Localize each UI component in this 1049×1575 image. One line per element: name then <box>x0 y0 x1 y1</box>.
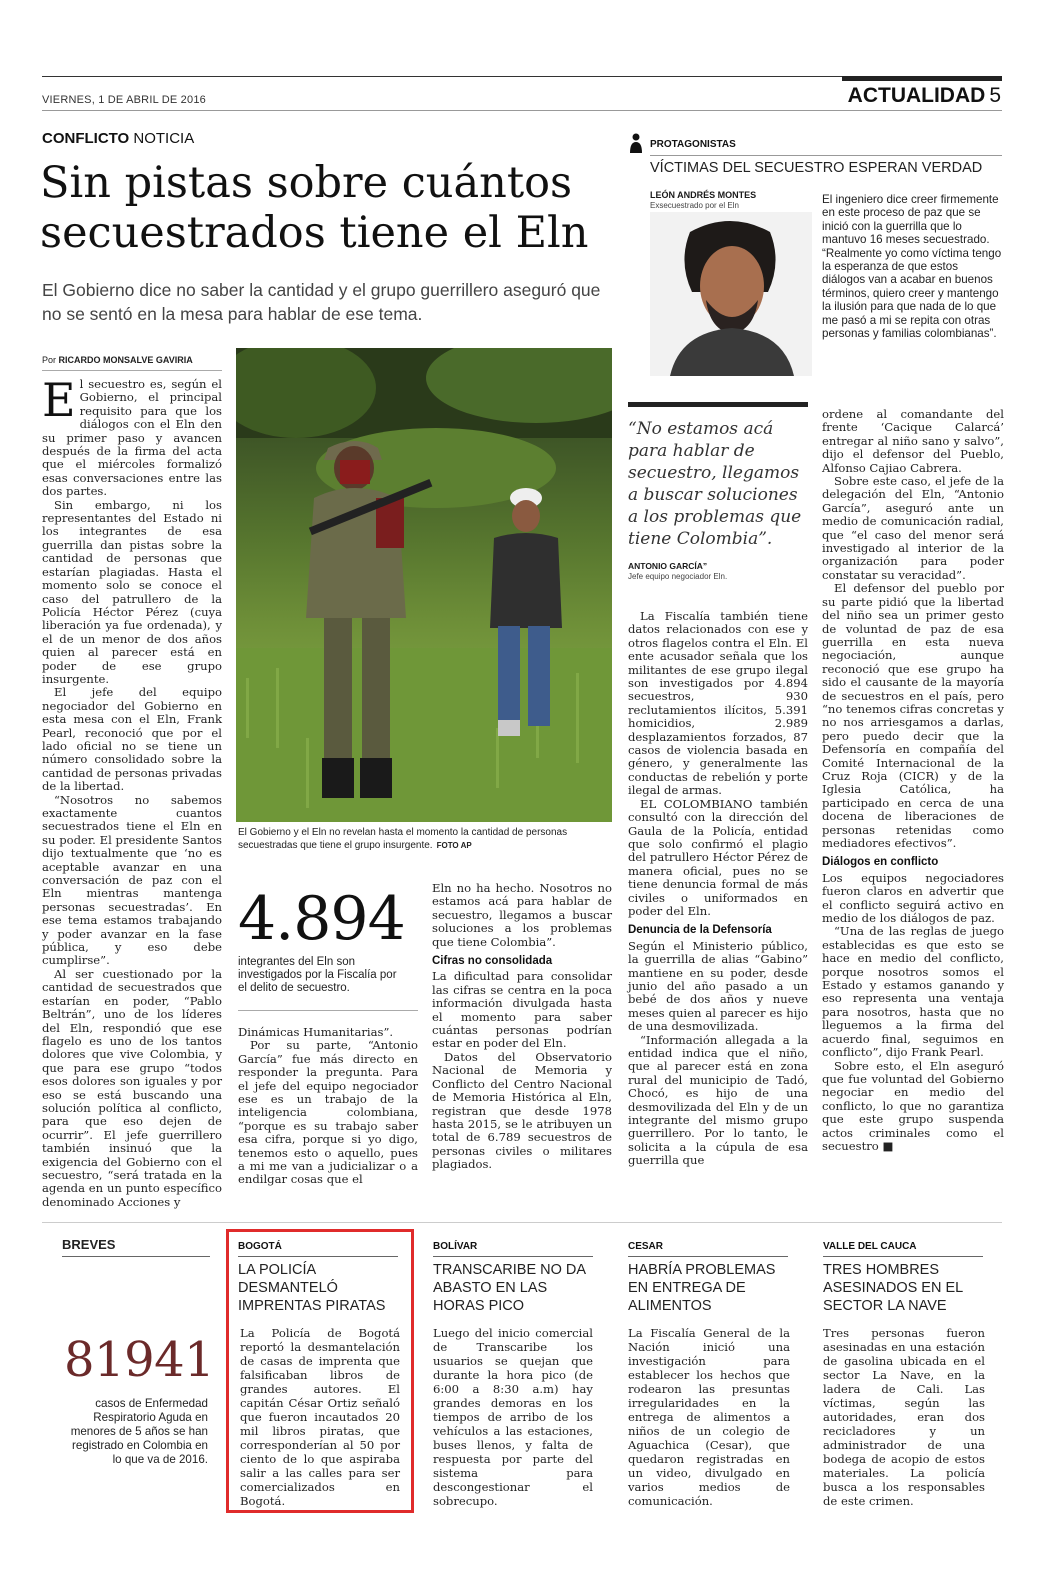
article-column-4: La Fiscalía también tiene datos relacionados con ese y otros flagelos contra el Eln. El ente acusador señala que los militantes de ese grupo ilegal son investigados por 4.894 secuestros, 930 reclutamientos ilícitos, 5.391 homicidios, 2.989 desplazamientos forzados, 87 casos de violencia basada en género, y generalmente las conductas de rebelión y porte ilegal de armas. EL COLOMBIANO también consultó con la dirección del Gaula de la Policía, entidad que solo confirmó el plagio del patrullero Héctor Pérez de manera oficial, pues no se tiene denuncia formal de más civiles o uniformados en poder del Eln. Denuncia de la Defensoría Según el Ministerio público, la guerrilla de alias “Gabino” mantiene en su poder, desde junio del año pasado a un bebé de dos años y nueve meses quien al parecer es hijo de una desmovilizada. “Información allegada a la entidad indica que el niño, que al parecer está en zona rural del municipio de Tadó, Chocó, es hijo de una desmovilizada del Eln y de un integrante del mismo grupo guerrillero. Por lo tanto, le solicita a la cúpula de esa guerrilla que <box>628 609 808 1168</box>
article-deck: El Gobierno dice no saber la cantidad y el grupo guerrillero aseguró que no se sentó en la mesa para hablar de ese tema. <box>42 280 601 324</box>
page-number: 5 <box>989 84 1001 107</box>
brief-rule <box>433 1256 593 1257</box>
article-column-5: ordene al comandante del frente ‘Cacique Calarcá’ entregar al niño sano y salvo”, dijo el defensor del Pueblo, Alfonso Cajiao Cabrera. Sobre este caso, el jefe de la delegación del Eln, “Antonio García”, aseguró ante un medio de comunicación radial, que “el caso del menor será investigado al interior de la organización para poder constatar su veracidad”. El defensor del pueblo por su parte pidió que la libertad del niño sea un primer gesto de voluntad de paz de esa guerrilla en esta nueva negociación, aunque reconoció que ese grupo ha sido el causante de la mayoría de secuestros en el país, pero “no tenemos cifras concretas y no nos arriesgamos a darlas, pero puedo decir que la Defensoría en compañía del Comité Internacional de la Cruz Roja (CICR) y de la Iglesia Católica, ha participado en cerca de una docena de liberaciones de personas retenidas como mediadores efectivos”. Diálogos en conflicto Los equipos negociadores fueron claros en advertir que el conflicto seguirá activo en medio de los diálogos de paz. “Una de las reglas de juego establecidas es que esto se hace en medio del conflicto, porque nosotros somos el Estado y estamos ganando y eso representa una ventaja para nosotros, hasta que no lleguemos a la firma del acuerdo final, seguimos en conflicto”, dijo Frank Pearl. Sobre esto, el Eln aseguró que fue voluntad del Gobierno negociar en medio del conflicto, lo que no garantiza que este grupo suspenda actos criminales como el secuestro ■ <box>822 407 1004 1153</box>
article-photo <box>236 348 612 822</box>
section-bar <box>842 76 1002 81</box>
drop-cap: E <box>42 373 76 427</box>
breves-label: BREVES <box>62 1237 116 1252</box>
protagonistas-title: VÍCTIMAS DEL SECUESTRO ESPERAN VERDAD <box>650 160 983 176</box>
protagonist-portrait <box>650 212 812 376</box>
brief-title: LA POLICÍA DESMANTELÓ IMPRENTAS PIRATAS <box>238 1262 386 1314</box>
byline-rule <box>42 370 222 371</box>
brief-rule <box>238 1256 398 1257</box>
brief-body: La Fiscalía General de la Nación inició una investigación para establecer los hechos que rodearon las presuntas irregularidades en la entrega de alimentos a niños de un colegio de Aguachica (Cesar), que quedaron registradas en un video, divulgado en varios medios de comunicación. <box>628 1326 790 1508</box>
issue-date: VIERNES, 1 DE ABRIL DE 2016 <box>42 94 206 106</box>
brief-title: TRANSCARIBE NO DA ABASTO EN LAS HORAS PICO <box>433 1262 586 1314</box>
breves-stat-text: casos de Enfermedad Respiratorio Aguda en menores de 5 años se han registrado en Colombia en lo que va de 2016. <box>70 1397 208 1466</box>
subhead-cifras: Cifras no consolidada <box>432 955 553 968</box>
quote-author-role: Jefe equipo negociador Eln. <box>628 572 728 581</box>
pull-quote: “No estamos acá para hablar de secuestro, llegamos a buscar soluciones a los problemas que tiene Colombia”. <box>628 419 802 549</box>
section-title: ACTUALIDAD 5 <box>847 84 1001 107</box>
subhead-denuncia: Denuncia de la Defensoría <box>628 924 772 937</box>
breves-stat-number: 81941 <box>64 1332 215 1388</box>
article-headline: Sin pistas sobre cuántos secuestrados tiene el Eln <box>40 158 589 258</box>
protagonist-role: Exsecuestrado por el Eln <box>650 201 739 210</box>
article-column-1: El secuestro es, según el Gobierno, el principal requisito para que los diálogos con el Eln den su primer paso y avancen después de la firma del acta que el miércoles formalizó esas conversaciones entre las dos partes. Sin embargo, ni los representantes del Estado ni los integrantes de esa guerrilla dan pistas sobre la cantidad de personas que estarían plagiadas. Hasta el momento solo se conoce el caso del patrullero de la Policía Héctor Pérez (cuya liberación ya fue ordenada), y el de un menor de dos años quien al parecer está en poder de ese grupo insurgente. El jefe del equipo negociador del Gobierno en esta mesa con el Eln, Frank Pearl, reconoció que por el lado oficial no se tiene un número consolidado sobre la cantidad de personas privadas de la libertad. “Nosotros no sabemos exactamente cuantos secuestrados tiene el Eln en su poder. El presidente Santos dijo textualmente que ‘no es aceptable avanzar en una conversación de paz con el Eln mientras mantenga personas secuestradas’. En ese tema estamos trabajando y poder avanzar en la fase pública, y eso debe cumplirse”. Al ser cuestionado por la cantidad de secuestrados que estarían en poder, “Pablo Beltrán”, uno de los líderes del Eln, respondió que ese flagelo es uno de los tantos dolores que vive Colombia, y que para ese grupo “todos esos dolores son iguales y por eso se está buscando una solución política al conflicto, para que eso dejen de ocurrir”. El jefe guerrillero también insinuó que la exigencia del Gobierno con el secuestro, “será tratada en la agenda en un punto específico denominado Acciones y <box>42 373 222 1209</box>
header-rule <box>42 110 1002 111</box>
byline: Por RICARDO MONSALVE GAVIRIA <box>42 355 193 365</box>
brief-rule <box>823 1256 983 1257</box>
brief-rule <box>628 1256 788 1257</box>
photo-caption: El Gobierno y el Eln no revelan hasta el momento la cantidad de personas secuestradas que tiene el grupo insurgente. FOTO AP <box>238 827 568 851</box>
quote-bar <box>628 402 808 407</box>
article-kicker: CONFLICTO NOTICIA <box>42 130 195 147</box>
protagonist-name: LEÓN ANDRÉS MONTES <box>650 190 757 200</box>
protagonist-text: El ingeniero dice creer firmemente en este proceso de paz que se inició con la guerrilla que lo mantuvo 16 meses secuestrado. “Realmente yo como víctima tengo la esperanza de que estos diálogos van a acabar en buenos términos, quiero creer y mantengo la ilusión para que nada de lo que me pasó a mi se repita con otras personas y familias colombianas”. <box>822 193 1002 341</box>
article-column-3: Eln no ha hecho. Nosotros no estamos acá para hablar de secuestro, llegamos a buscar soluciones a los problemas que tiene Colombia”. Cifras no consolidada La dificultad para consolidar las cifras se centra en la poca información divulgada hasta el momento para saber cuántas personas podrían estar en poder del Eln. Datos del Observatorio Nacional de Memoria y Conflicto del Centro Nacional de Memoria Histórica al Eln, registran que desde 1978 hasta 2015, se le atribuyen un total de 6.789 secuestros de personas civiles o militares plagiados. <box>432 881 612 1172</box>
brief-body: Luego del inicio comercial de Transcaribe los usuarios se quejan que durante la hora pico (de 6:00 a 8:30 a.m) hay grandes demoras en los tiempos de arribo de los vehículos a las estaciones, buses llenos, y falta de respuesta por parte del sistema para descongestionar el sobrecupo. <box>433 1326 593 1508</box>
guerrilla-photo-illustration <box>236 348 612 822</box>
stat-description: integrantes del Eln son investigados por la Fiscalía por el delito de secuestro. <box>238 956 397 994</box>
brief-title: HABRÍA PROBLEMAS EN ENTREGA DE ALIMENTOS <box>628 1262 776 1314</box>
stat-rule <box>238 1010 418 1011</box>
brief-category: BOGOTÁ <box>238 1241 282 1252</box>
brief-category: VALLE DEL CAUCA <box>823 1241 917 1252</box>
stat-number: 4.894 <box>238 884 405 954</box>
article-column-2: Dinámicas Humanitarias”. Por su parte, “Antonio García” fue más directo en responder la pregunta. Para el jefe del equipo negociador ese es un trabajo de la inteligencia colombiana, “porque es su trabajo saber esa cifra, porque si yo digo, tenemos esto o aquello, pues a mi me van a judicializar o a endilgar cosas que el <box>238 1025 418 1187</box>
subhead-dialogos: Diálogos en conflicto <box>822 856 939 869</box>
brief-body: Tres personas fueron asesinadas en una estación de gasolina ubicada en el sector La Nave, en la ladera de Cali. Las víctimas, según las autoridades, eran dos recicladores y un administrador de una bodega de acopio de estos materiales. La policía busca a los responsables de este crimen. <box>823 1326 985 1508</box>
brief-title: TRES HOMBRES ASESINADOS EN EL SECTOR LA NAVE <box>823 1262 963 1314</box>
brief-body: La Policía de Bogotá reportó la desmantelación de casas de imprenta que falsificaban libros de grandes autores. El capitán César Ortiz señaló que fueron incautados 20 mil libros piratas, que corresponderían al 50 por ciento de lo que aspiraba salir a las calles para ser comercializados en Bogotá. <box>240 1326 400 1508</box>
protagonistas-label: PROTAGONISTAS <box>650 139 736 150</box>
breves-top-rule <box>42 1222 1002 1223</box>
person-icon <box>628 133 644 158</box>
breves-label-rule <box>62 1256 210 1257</box>
brief-category: BOLÍVAR <box>433 1241 478 1252</box>
quote-author: ANTONIO GARCÍA” <box>628 561 708 571</box>
brief-category: CESAR <box>628 1241 664 1252</box>
photo-credit: FOTO AP <box>436 841 472 850</box>
protag-rule <box>650 155 1002 156</box>
